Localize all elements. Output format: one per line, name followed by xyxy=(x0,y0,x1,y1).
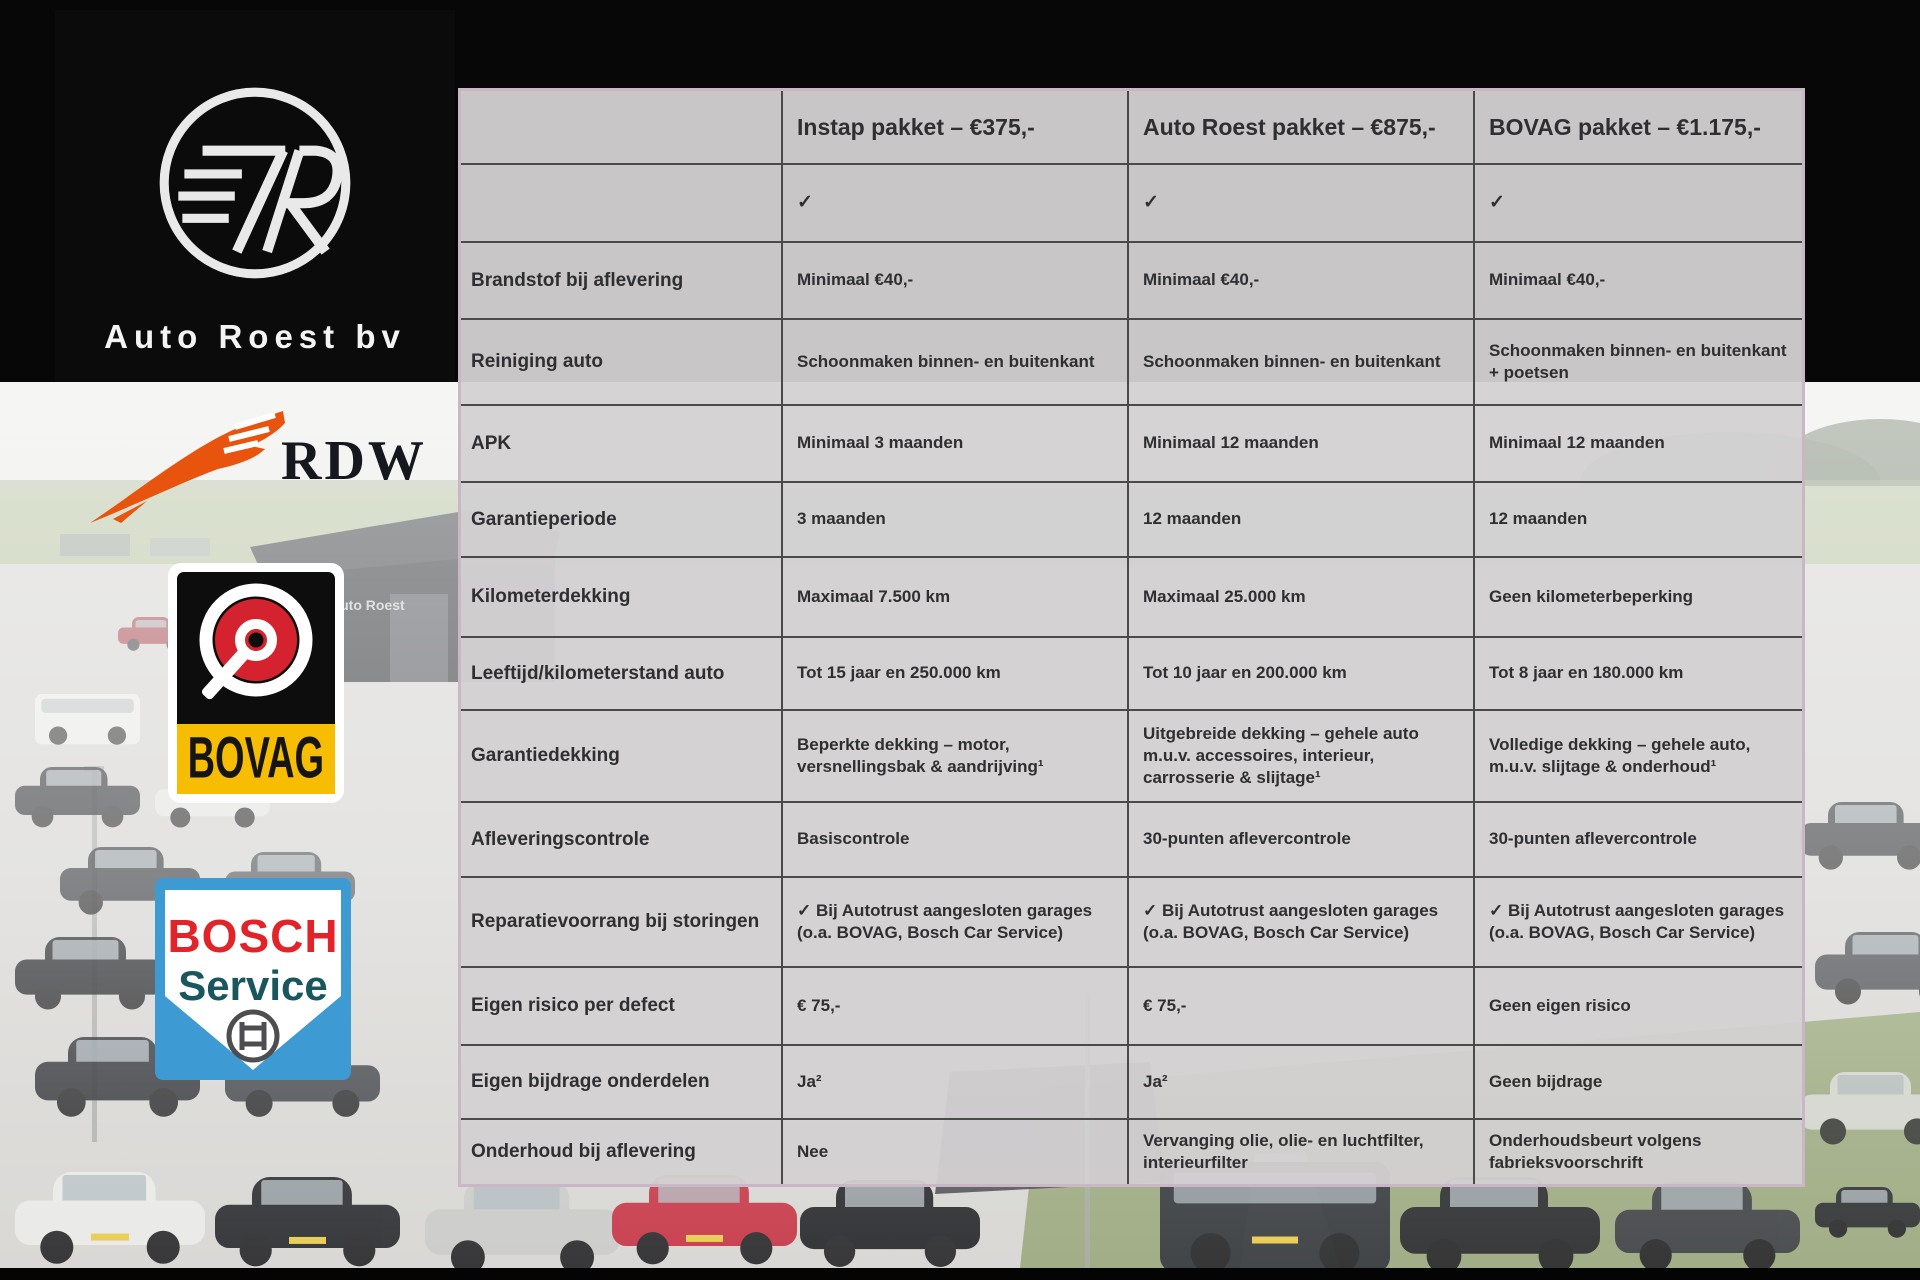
package-comparison-table xyxy=(458,88,1805,1187)
cell-value: Schoonmaken binnen- en buitenkant xyxy=(781,318,1127,404)
row-label: Garantieperiode xyxy=(461,481,781,556)
cell-value: 12 maanden xyxy=(1473,481,1802,556)
cell-value: € 75,- xyxy=(781,966,1127,1044)
bovag-emblem xyxy=(177,572,335,724)
row-label: Leeftijd/kilometerstand auto xyxy=(461,636,781,709)
bottom-black-band xyxy=(0,1268,1920,1280)
cell-value: Ja² xyxy=(1127,1044,1473,1118)
cell-value: Minimaal €40,- xyxy=(1127,241,1473,318)
corner-cell xyxy=(461,91,781,163)
cell-value: Minimaal 12 maanden xyxy=(1127,404,1473,481)
cell-value: Onderhoudsbeurt volgens fabrieksvoorschrift xyxy=(1473,1118,1802,1184)
row-label: Afleveringscontrole xyxy=(461,801,781,876)
auto-roest-logo xyxy=(55,10,455,382)
cell-value: € 75,- xyxy=(1127,966,1473,1044)
cell-value: Minimaal €40,- xyxy=(781,241,1127,318)
bosch-service-logo xyxy=(155,878,351,1080)
row-label: Eigen risico per defect xyxy=(461,966,781,1044)
cell-value: Geen bijdrage xyxy=(1473,1044,1802,1118)
rdw-swoosh-icon xyxy=(85,403,290,533)
bosch-service-wordmark: Service xyxy=(178,962,328,1009)
column-header: BOVAG pakket – €1.175,- xyxy=(1473,91,1802,163)
cell-value: Tot 15 jaar en 250.000 km xyxy=(781,636,1127,709)
row-label: Reiniging auto xyxy=(461,318,781,404)
cell-value: Vervanging olie, olie- en luchtfilter, interieurfilter xyxy=(1127,1118,1473,1184)
bosch-shield-icon xyxy=(155,878,351,1080)
rdw-logo xyxy=(85,395,430,535)
bosch-wordmark: BOSCH xyxy=(167,910,339,962)
cell-value: Maximaal 25.000 km xyxy=(1127,556,1473,636)
rdw-wordmark: RDW xyxy=(281,430,427,492)
row-label: Onderhoud bij aflevering xyxy=(461,1118,781,1184)
cell-value: Volledige dekking – gehele auto, m.u.v. slijtage & onderhoud¹ xyxy=(1473,709,1802,801)
cell-value: 30-punten aflevercontrole xyxy=(1127,801,1473,876)
bovag-logo xyxy=(168,563,344,803)
cell-value: 30-punten aflevercontrole xyxy=(1473,801,1802,876)
row-label: Garantiedekking xyxy=(461,709,781,801)
cell-value: Maximaal 7.500 km xyxy=(781,556,1127,636)
cell-value: 12 maanden xyxy=(1127,481,1473,556)
cell-value: Beperkte dekking – motor, versnellingsbak & aandrijving¹ xyxy=(781,709,1127,801)
cell-value: ✓ Bij Autotrust aangesloten garages (o.a. BOVAG, Bosch Car Service) xyxy=(1127,876,1473,966)
cell-value: Tot 10 jaar en 200.000 km xyxy=(1127,636,1473,709)
cell-value: 3 maanden xyxy=(781,481,1127,556)
column-header: Instap pakket – €375,- xyxy=(781,91,1127,163)
row-label: Eigen bijdrage onderdelen xyxy=(461,1044,781,1118)
cell-value: Tot 8 jaar en 180.000 km xyxy=(1473,636,1802,709)
row-label: Kilometerdekking xyxy=(461,556,781,636)
cell-value: ✓ Bij Autotrust aangesloten garages (o.a. BOVAG, Bosch Car Service) xyxy=(1473,876,1802,966)
package-included-check: ✓ xyxy=(781,163,1127,241)
cell-value: Basiscontrole xyxy=(781,801,1127,876)
row-label: Reparatievoorrang bij storingen xyxy=(461,876,781,966)
row-label: APK xyxy=(461,404,781,481)
cell-value: Nee xyxy=(781,1118,1127,1184)
auto-roest-logo-icon xyxy=(144,76,366,294)
cell-value: Schoonmaken binnen- en buitenkant xyxy=(1127,318,1473,404)
row-label: Brandstof bij aflevering xyxy=(461,241,781,318)
row-label xyxy=(461,163,781,241)
cell-value: Uitgebreide dekking – gehele auto m.u.v. accessoires, interieur, carrosserie & slijtage¹ xyxy=(1127,709,1473,801)
cell-value: Schoonmaken binnen- en buitenkant + poetsen xyxy=(1473,318,1802,404)
column-header: Auto Roest pakket – €875,- xyxy=(1127,91,1473,163)
brand-name: Auto Roest bv xyxy=(104,318,406,355)
bovag-wordmark-band xyxy=(177,724,335,794)
cell-value: Minimaal 12 maanden xyxy=(1473,404,1802,481)
cell-value: Ja² xyxy=(781,1044,1127,1118)
package-included-check: ✓ xyxy=(1473,163,1802,241)
bovag-wordmark: BOVAG xyxy=(187,726,325,791)
cell-value: Minimaal €40,- xyxy=(1473,241,1802,318)
bovag-wrench-icon xyxy=(179,574,333,722)
cell-value: Geen kilometerbeperking xyxy=(1473,556,1802,636)
package-included-check: ✓ xyxy=(1127,163,1473,241)
cell-value: ✓ Bij Autotrust aangesloten garages (o.a. BOVAG, Bosch Car Service) xyxy=(781,876,1127,966)
cell-value: Geen eigen risico xyxy=(1473,966,1802,1044)
cell-value: Minimaal 3 maanden xyxy=(781,404,1127,481)
